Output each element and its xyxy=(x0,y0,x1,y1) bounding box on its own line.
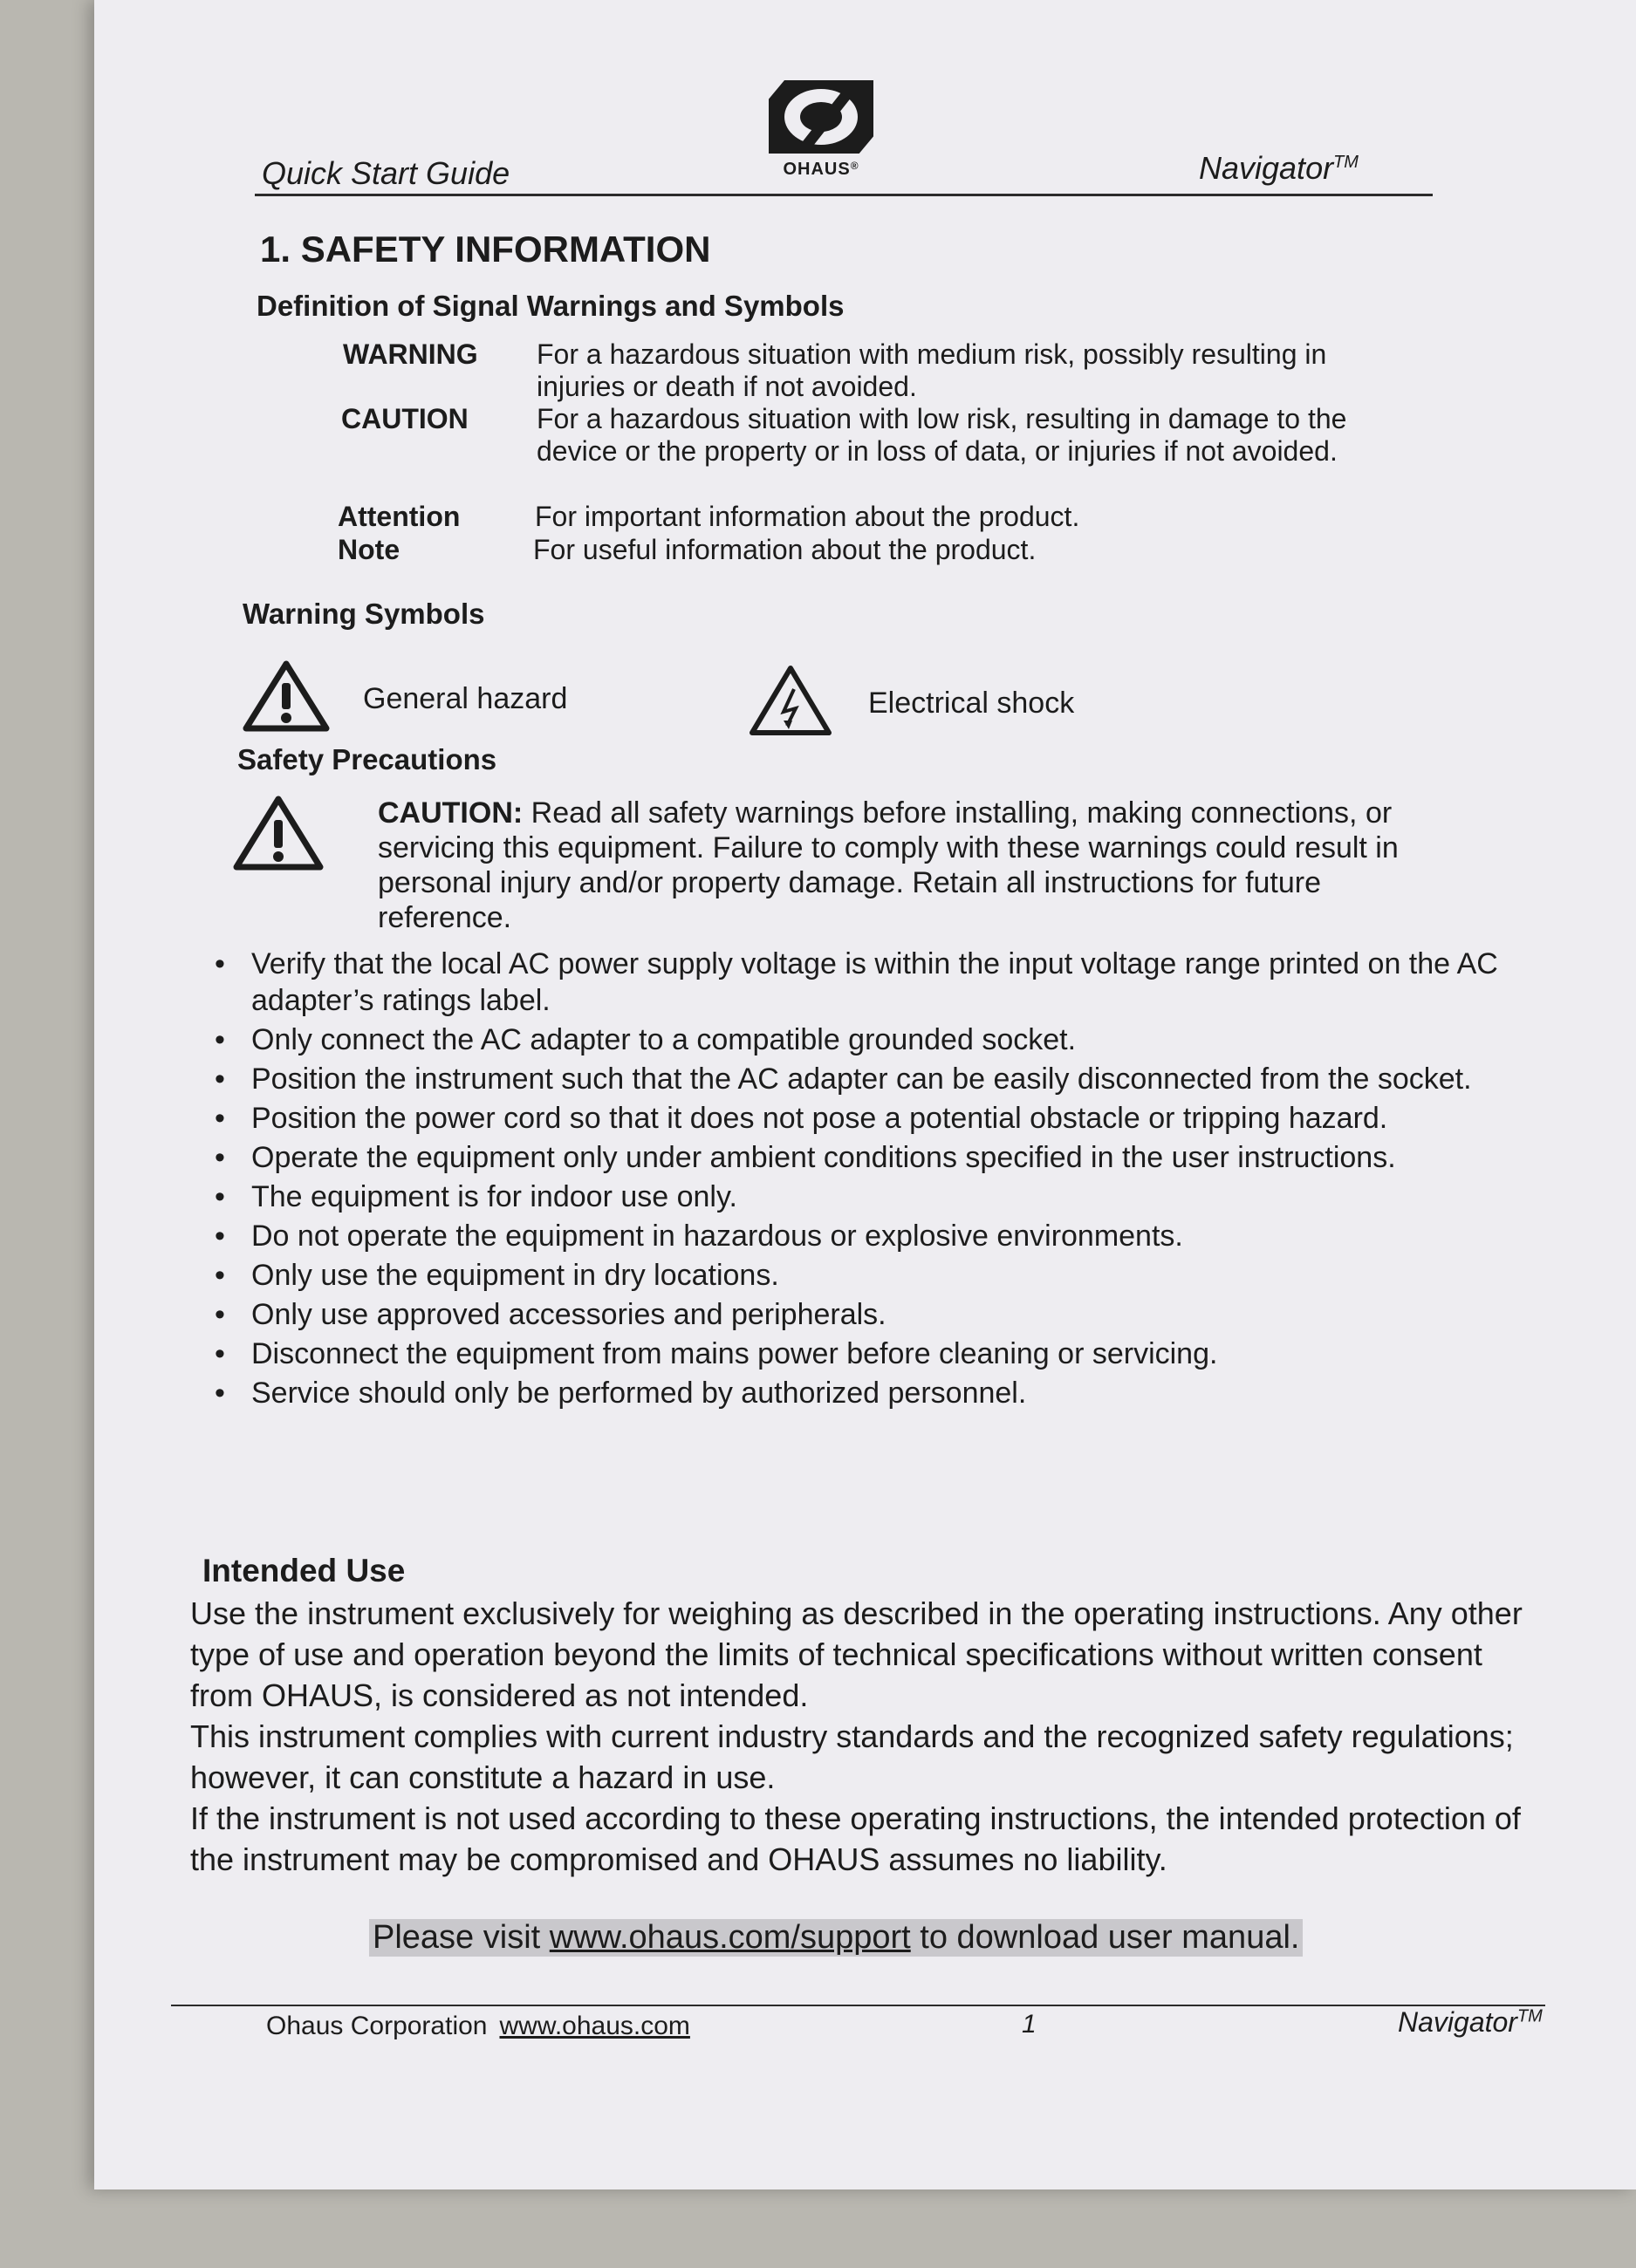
list-item: • Disconnect the equipment from mains power before cleaning or servicing. xyxy=(208,1336,1516,1372)
intended-use-paragraph: If the instrument is not used according to these operating instructions, the intended protection of the instrument may be compromised and OHAUS assumes no liability. xyxy=(190,1800,1521,1877)
list-item: • Operate the equipment only under ambient conditions specified in the user instructions. xyxy=(208,1139,1516,1176)
header-rule xyxy=(255,194,1433,196)
definition-row xyxy=(338,501,1477,536)
precautions-list xyxy=(208,946,1516,1414)
ohaus-logo-text: OHAUS® xyxy=(783,160,859,179)
visit-suffix: to download user manual. xyxy=(910,1919,1300,1956)
support-link[interactable]: www.ohaus.com/support xyxy=(549,1919,911,1956)
document-page xyxy=(94,0,1636,2189)
definition-text: For important information about the product. xyxy=(535,501,1080,532)
intended-use-title: Intended Use xyxy=(202,1553,406,1588)
definition-row xyxy=(338,534,1477,569)
definitions-title: Definition of Signal Warnings and Symbols xyxy=(257,290,845,322)
list-item: • Verify that the local AC power supply voltage is within the input voltage range printed on the AC adapter’s ratings label. xyxy=(208,946,1516,1019)
footer-website-link[interactable]: www.ohaus.com xyxy=(499,2012,690,2040)
header-left: Quick Start Guide xyxy=(262,155,510,191)
caution-text: Read all safety warnings before installing, making connections, or servicing this equipment. Failure to comply with these warnings could result in personal injury and/or property damage. Retain all instructions for future reference. xyxy=(378,796,1399,934)
intended-use-paragraph: Use the instrument exclusively for weighing as described in the operating instructions. Any other type of use and operation beyond the limits of technical specifications without written consent from OHAUS, is considered as not intended. xyxy=(190,1595,1523,1713)
definition-term: WARNING xyxy=(343,338,478,370)
visit-notice xyxy=(369,1919,1303,1957)
header-right xyxy=(1199,150,1359,187)
list-item: • Position the instrument such that the AC adapter can be easily disconnected from the socket. xyxy=(208,1061,1516,1097)
definition-term: CAUTION xyxy=(341,403,469,434)
safety-precautions-title: Safety Precautions xyxy=(237,743,497,775)
definition-text: For a hazardous situation with low risk, resulting in damage to the device or the property or in loss of data, or injuries if not avoided. xyxy=(537,403,1347,467)
list-item: • Do not operate the equipment in hazardous or explosive environments. xyxy=(208,1218,1516,1254)
intended-use-body xyxy=(190,1593,1551,1880)
warning-symbols-title: Warning Symbols xyxy=(243,598,485,630)
list-item: • Service should only be performed by authorized personnel. xyxy=(208,1375,1516,1411)
intended-use-paragraph: This instrument complies with current industry standards and the recognized safety regulations; however, it can constitute a hazard in use. xyxy=(190,1718,1514,1795)
definition-text: For useful information about the product. xyxy=(533,534,1037,565)
section-title: 1. SAFETY INFORMATION xyxy=(260,229,711,270)
electrical-shock-icon xyxy=(747,663,834,742)
page-number: 1 xyxy=(1022,2010,1037,2039)
ohaus-logo xyxy=(764,80,878,180)
caution-label: CAUTION: xyxy=(378,796,524,830)
visit-prefix: Please visit xyxy=(373,1919,550,1956)
footer-company: Ohaus Corporation xyxy=(266,2012,488,2040)
definition-term: Attention xyxy=(338,501,461,532)
definition-row xyxy=(343,338,1477,408)
electrical-shock-label: Electrical shock xyxy=(868,687,1075,720)
list-item: • Only use the equipment in dry locations. xyxy=(208,1257,1516,1294)
footer-trademark: TM xyxy=(1516,2006,1543,2026)
general-hazard-label: General hazard xyxy=(363,682,568,715)
ohaus-logo-icon xyxy=(767,80,875,155)
list-item: • The equipment is for indoor use only. xyxy=(208,1178,1516,1215)
registered-mark: ® xyxy=(850,160,859,172)
caution-statement xyxy=(378,796,1425,935)
footer-left xyxy=(266,2012,690,2041)
caution-hazard-icon xyxy=(231,794,325,877)
footer-product-name: Navigator xyxy=(1398,2006,1517,2038)
definition-term: Note xyxy=(338,534,400,565)
list-item: • Only use approved accessories and peripherals. xyxy=(208,1296,1516,1333)
header-trademark: TM xyxy=(1333,153,1359,172)
list-item: • Only connect the AC adapter to a compatible grounded socket. xyxy=(208,1021,1516,1058)
list-item: • Position the power cord so that it does not pose a potential obstacle or tripping hazard. xyxy=(208,1100,1516,1137)
general-hazard-icon xyxy=(241,659,332,738)
header-product-name: Navigator xyxy=(1199,150,1334,186)
definition-text: For a hazardous situation with medium risk, possibly resulting in injuries or death if not avoided. xyxy=(537,338,1327,402)
footer-right xyxy=(1398,2006,1543,2039)
definition-row xyxy=(343,403,1477,503)
footer-rule xyxy=(171,2005,1545,2006)
